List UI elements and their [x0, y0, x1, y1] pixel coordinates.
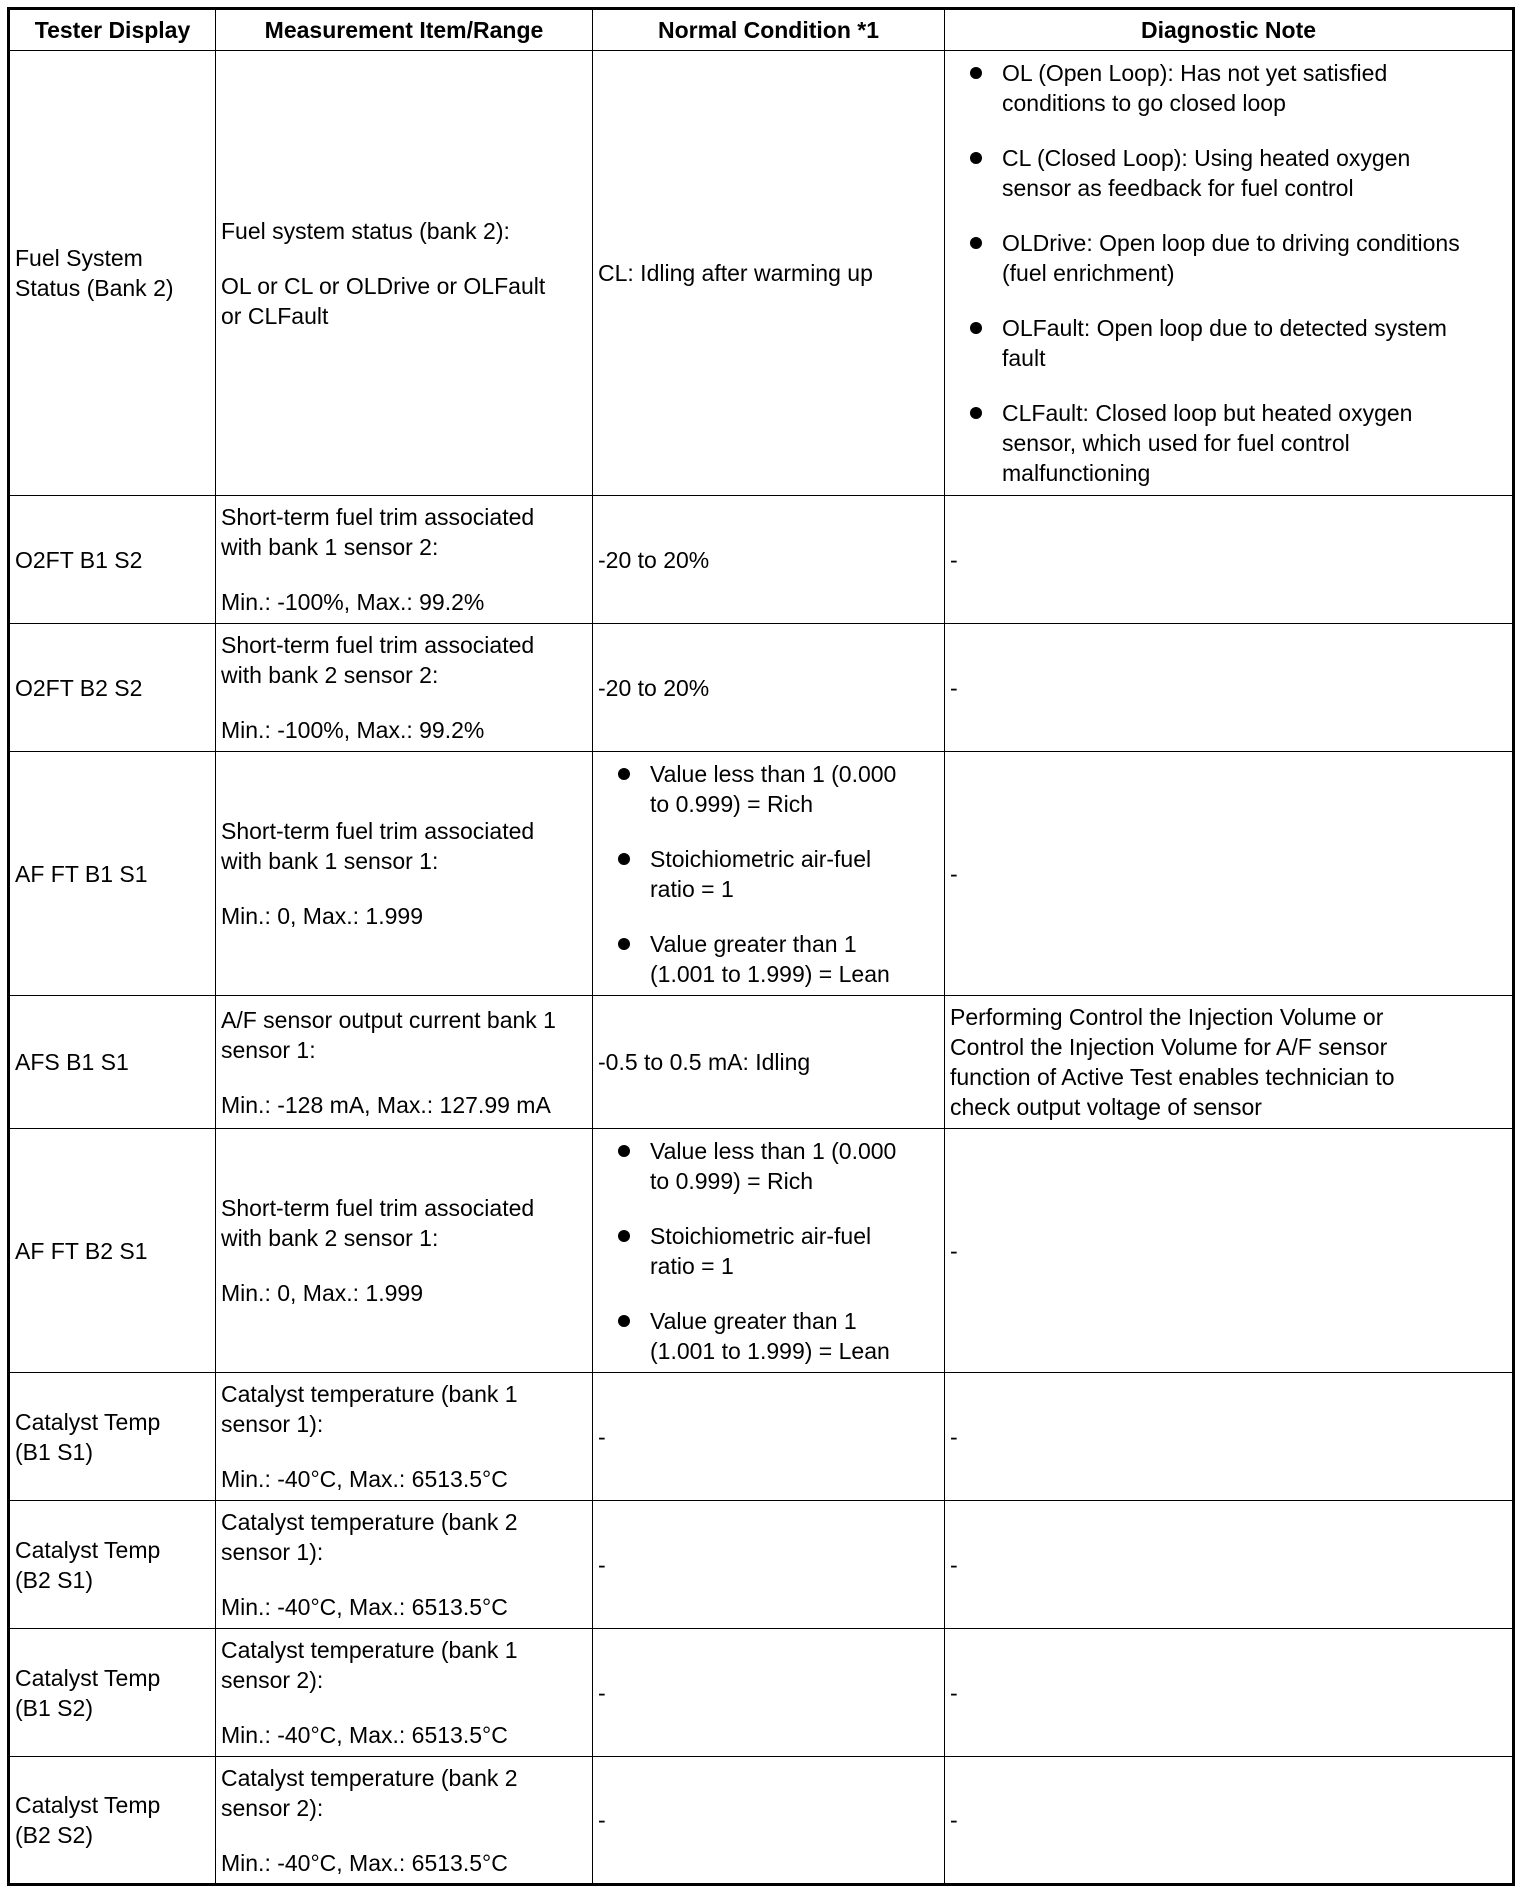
- text-line: sensor 1):: [221, 1411, 324, 1437]
- text-line: conditions to go closed loop: [1002, 90, 1286, 116]
- cell-diagnostic-note: [945, 1629, 1514, 1757]
- bullet-icon: [618, 1315, 630, 1327]
- text-line: OLFault: Open loop due to detected system: [1002, 315, 1447, 341]
- cell-tester-display: [9, 996, 216, 1129]
- cell-tester-display: [9, 1501, 216, 1629]
- text-line: Short-term fuel trim associated: [221, 818, 535, 844]
- table-row: [9, 1757, 1514, 1885]
- text-line: Value greater than 1: [650, 1307, 857, 1334]
- text-line: O2FT B2 S2: [15, 674, 143, 701]
- text-line: Catalyst temperature (bank 2: [221, 1764, 518, 1791]
- document-page: [7, 7, 1512, 1886]
- text-line: (1.001 to 1.999) = Lean: [650, 960, 890, 987]
- text-line: AF FT B1 S1: [15, 860, 148, 887]
- cell-diagnostic-note: [945, 1373, 1514, 1501]
- text-line: -20 to 20%: [598, 546, 710, 573]
- col-header-diagnostic-note: Diagnostic Note: [945, 9, 1514, 51]
- list-item: [950, 398, 1507, 488]
- text-line: Min.: 0, Max.: 1.999: [221, 1280, 423, 1306]
- cell-normal-condition: [593, 496, 945, 624]
- cell-diagnostic-note: [945, 996, 1514, 1129]
- list-item: [598, 759, 939, 819]
- text-line: ratio = 1: [650, 1252, 734, 1279]
- text-line: function of Active Test enables technician to: [950, 1064, 1395, 1090]
- cell-diagnostic-note: [945, 1129, 1514, 1373]
- cell-normal-condition: [593, 1629, 945, 1757]
- bullet-icon: [970, 322, 982, 334]
- text-line: -: [950, 674, 958, 701]
- cell-measurement-item: [216, 1757, 593, 1885]
- cell-normal-condition: [593, 51, 945, 496]
- table-row: [9, 51, 1514, 496]
- text-line: CLFault: Closed loop but heated oxygen: [1002, 400, 1413, 426]
- text-line: or CLFault: [221, 302, 329, 329]
- text-line: sensor 2):: [221, 1667, 324, 1693]
- text-line: Short-term fuel trim associated: [221, 1195, 535, 1221]
- bullet-list: [598, 1136, 939, 1366]
- table-row: [9, 996, 1514, 1129]
- cell-measurement-item: [216, 624, 593, 752]
- text-line: -: [950, 1237, 958, 1264]
- text-line: Catalyst temperature (bank 1: [221, 1637, 518, 1663]
- table-row: [9, 1629, 1514, 1757]
- text-line: Min.: -100%, Max.: 99.2%: [221, 589, 485, 615]
- cell-tester-display: [9, 1757, 216, 1885]
- list-item: [598, 1221, 939, 1281]
- text-line: -: [950, 546, 958, 573]
- cell-measurement-item: [216, 51, 593, 496]
- bullet-icon: [970, 152, 982, 164]
- text-line: ratio = 1: [650, 875, 734, 902]
- text-line: Min.: -100%, Max.: 99.2%: [221, 717, 485, 743]
- cell-tester-display: [9, 496, 216, 624]
- cell-measurement-item: [216, 996, 593, 1129]
- text-line: with bank 1 sensor 1:: [221, 848, 439, 874]
- text-line: -: [950, 1551, 958, 1578]
- text-line: OL (Open Loop): Has not yet satisfied: [1002, 60, 1388, 86]
- text-line: CL: Idling after warming up: [598, 260, 873, 286]
- bullet-icon: [618, 938, 630, 950]
- text-line: (B2 S1): [15, 1566, 93, 1593]
- table-row: [9, 1373, 1514, 1501]
- text-line: -: [950, 860, 958, 887]
- cell-measurement-item: [216, 752, 593, 996]
- text-line: (1.001 to 1.999) = Lean: [650, 1337, 890, 1364]
- header-row: [9, 9, 1514, 51]
- cell-diagnostic-note: [945, 1757, 1514, 1885]
- cell-normal-condition: [593, 996, 945, 1129]
- text-line: Stoichiometric air-fuel: [650, 845, 872, 872]
- text-line: to 0.999) = Rich: [650, 790, 814, 817]
- bullet-icon: [618, 1145, 630, 1157]
- text-line: Stoichiometric air-fuel: [650, 1222, 872, 1249]
- text-line: sensor 2):: [221, 1794, 324, 1821]
- text-line: Short-term fuel trim associated: [221, 632, 535, 658]
- text-line: (B2 S2): [15, 1822, 93, 1848]
- text-line: -: [598, 1679, 606, 1706]
- text-line: -20 to 20%: [598, 674, 710, 701]
- cell-tester-display: [9, 1629, 216, 1757]
- cell-normal-condition: [593, 1373, 945, 1501]
- cell-tester-display: [9, 51, 216, 496]
- cell-diagnostic-note: [945, 1501, 1514, 1629]
- text-line: Value less than 1 (0.000: [650, 760, 897, 787]
- text-line: with bank 2 sensor 1:: [221, 1225, 439, 1251]
- list-item: [950, 313, 1507, 373]
- cell-measurement-item: [216, 1501, 593, 1629]
- table-row: [9, 1501, 1514, 1629]
- cell-tester-display: [9, 752, 216, 996]
- text-line: AFS B1 S1: [15, 1049, 129, 1075]
- list-item: [598, 844, 939, 904]
- text-line: sensor, which used for fuel control: [1002, 430, 1350, 456]
- bullet-list: [950, 58, 1507, 488]
- bullet-icon: [618, 1230, 630, 1242]
- text-line: malfunctioning: [1002, 460, 1151, 486]
- text-line: sensor 1):: [221, 1539, 324, 1565]
- text-line: with bank 2 sensor 2:: [221, 662, 439, 688]
- text-line: Status (Bank 2): [15, 275, 174, 301]
- text-line: Catalyst temperature (bank 1: [221, 1381, 518, 1407]
- text-line: Catalyst Temp: [15, 1664, 161, 1691]
- text-line: (B1 S2): [15, 1694, 93, 1721]
- text-line: Catalyst Temp: [15, 1408, 161, 1435]
- text-line: OL or CL or OLDrive or OLFault: [221, 272, 546, 299]
- text-line: A/F sensor output current bank 1: [221, 1006, 556, 1033]
- text-line: -: [598, 1551, 606, 1578]
- text-line: Min.: 0, Max.: 1.999: [221, 903, 423, 929]
- cell-normal-condition: [593, 752, 945, 996]
- text-line: -: [598, 1807, 606, 1833]
- text-line: AF FT B2 S1: [15, 1237, 148, 1264]
- col-header-measurement-item: Measurement Item/Range: [216, 9, 593, 51]
- text-line: Catalyst Temp: [15, 1792, 161, 1818]
- data-list-table: [7, 7, 1515, 1886]
- bullet-icon: [970, 237, 982, 249]
- bullet-list: [598, 759, 939, 989]
- text-line: sensor as feedback for fuel control: [1002, 175, 1354, 201]
- bullet-icon: [618, 853, 630, 865]
- cell-normal-condition: [593, 1129, 945, 1373]
- list-item: [598, 1306, 939, 1366]
- list-item: [950, 228, 1507, 288]
- text-line: to 0.999) = Rich: [650, 1167, 814, 1194]
- cell-measurement-item: [216, 1629, 593, 1757]
- cell-normal-condition: [593, 1757, 945, 1885]
- table-row: [9, 496, 1514, 624]
- cell-diagnostic-note: [945, 624, 1514, 752]
- text-line: -: [950, 1679, 958, 1706]
- text-line: Catalyst Temp: [15, 1536, 161, 1563]
- col-header-tester-display: Tester Display: [9, 9, 216, 51]
- cell-measurement-item: [216, 1129, 593, 1373]
- cell-tester-display: [9, 1129, 216, 1373]
- list-item: [598, 929, 939, 989]
- text-line: Min.: -40°C, Max.: 6513.5°C: [221, 1594, 508, 1620]
- cell-normal-condition: [593, 1501, 945, 1629]
- text-line: Catalyst temperature (bank 2: [221, 1509, 518, 1535]
- text-line: Short-term fuel trim associated: [221, 504, 535, 530]
- text-line: O2FT B1 S2: [15, 546, 143, 573]
- table-row: [9, 1129, 1514, 1373]
- text-line: fault: [1002, 345, 1046, 371]
- text-line: Min.: -128 mA, Max.: 127.99 mA: [221, 1091, 551, 1118]
- list-item: [950, 143, 1507, 203]
- text-line: Min.: -40°C, Max.: 6513.5°C: [221, 1466, 508, 1492]
- cell-tester-display: [9, 624, 216, 752]
- text-line: Control the Injection Volume for A/F sensor: [950, 1034, 1388, 1060]
- list-item: [950, 58, 1507, 118]
- list-item: [598, 1136, 939, 1196]
- cell-tester-display: [9, 1373, 216, 1501]
- text-line: (fuel enrichment): [1002, 260, 1175, 286]
- bullet-icon: [970, 67, 982, 79]
- cell-diagnostic-note: [945, 496, 1514, 624]
- text-line: sensor 1:: [221, 1036, 316, 1063]
- text-line: CL (Closed Loop): Using heated oxygen: [1002, 145, 1411, 171]
- text-line: with bank 1 sensor 2:: [221, 534, 439, 560]
- text-line: -: [950, 1807, 958, 1833]
- text-line: Min.: -40°C, Max.: 6513.5°C: [221, 1849, 508, 1876]
- text-line: -: [598, 1423, 606, 1450]
- text-line: Fuel System: [15, 245, 143, 271]
- bullet-icon: [970, 407, 982, 419]
- text-line: Value greater than 1: [650, 930, 857, 957]
- cell-normal-condition: [593, 624, 945, 752]
- text-line: Performing Control the Injection Volume or: [950, 1004, 1384, 1030]
- cell-diagnostic-note: [945, 51, 1514, 496]
- text-line: Value less than 1 (0.000: [650, 1137, 897, 1164]
- text-line: OLDrive: Open loop due to driving conditions: [1002, 230, 1460, 256]
- cell-measurement-item: [216, 496, 593, 624]
- text-line: Fuel system status (bank 2):: [221, 217, 510, 244]
- table-row: [9, 752, 1514, 996]
- text-line: Min.: -40°C, Max.: 6513.5°C: [221, 1722, 508, 1748]
- cell-measurement-item: [216, 1373, 593, 1501]
- text-line: (B1 S1): [15, 1438, 93, 1465]
- cell-diagnostic-note: [945, 752, 1514, 996]
- text-line: check output voltage of sensor: [950, 1094, 1262, 1120]
- table-row: [9, 624, 1514, 752]
- text-line: -: [950, 1423, 958, 1450]
- text-line: -0.5 to 0.5 mA: Idling: [598, 1049, 811, 1075]
- col-header-normal-condition: Normal Condition *1: [593, 9, 945, 51]
- bullet-icon: [618, 768, 630, 780]
